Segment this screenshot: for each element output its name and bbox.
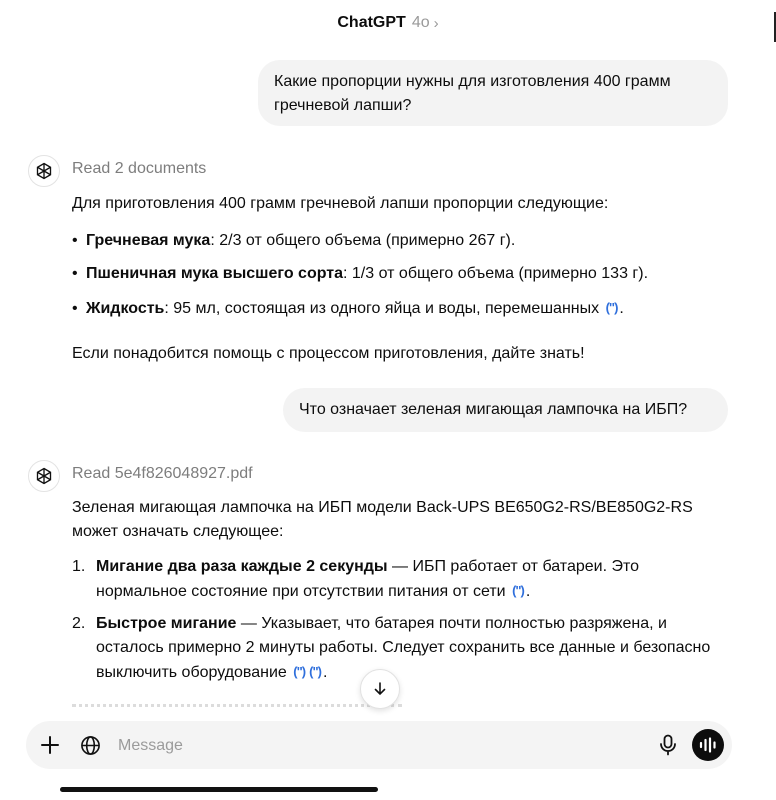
list-item-term: Гречневая мука: [86, 232, 211, 249]
openai-logo-icon: [28, 460, 60, 492]
voice-mode-icon: [699, 737, 717, 753]
app-title[interactable]: ChatGPT: [337, 14, 406, 31]
message-input[interactable]: [116, 732, 640, 760]
user-message-text: Что означает зеленая мигающая лампочка на ИБП?: [299, 401, 688, 418]
globe-icon[interactable]: [78, 733, 102, 757]
user-message: [283, 388, 728, 432]
model-name[interactable]: 4o: [411, 14, 430, 31]
user-message: [258, 60, 728, 126]
assistant-closing: Если понадобится помощь с процессом приготовления, дайте знать!: [72, 345, 585, 362]
citation-icon[interactable]: ("): [605, 300, 618, 315]
list-item-text: : 1/3 от общего объема (примерно 133 г).: [343, 265, 649, 282]
list-item-text: : 2/3 от общего объема (примерно 267 г).: [210, 232, 516, 249]
arrow-down-icon: [372, 681, 388, 697]
user-message-text: Какие пропорции нужны для изготовления 400 грамм гречневой лапши?: [274, 73, 671, 114]
list-item-term: Жидкость: [86, 300, 165, 317]
home-indicator: [60, 787, 378, 792]
list-item: [72, 612, 722, 685]
list-item: • Жидкость: 95 мл, состоящая из одного яйца и воды, перемешанных (") .: [72, 296, 624, 321]
voice-mode-button[interactable]: [692, 729, 724, 761]
list-item-text: — ИБП работает от батареи. Это нормальное состояние при отсутствии питания от сети: [96, 558, 640, 600]
chat-header[interactable]: [0, 0, 776, 46]
sentence-end: .: [525, 583, 531, 600]
sentence-end: .: [322, 664, 328, 681]
list-item: • Гречневая мука: 2/3 от общего объема (примерно 267 г).: [72, 232, 516, 249]
list-item-text: — Указывает, что батарея почти полностью разряжена, и осталось примерно 2 минуты работы. Следует сохранить все данные и безопасно выключить оборудование: [96, 615, 711, 681]
list-item-number: 2.: [72, 615, 86, 632]
list-item-term: Мигание два раза каждые 2 секунды: [96, 558, 388, 575]
sentence-end: .: [619, 300, 624, 317]
source-label[interactable]: Read 5e4f826048927.pdf: [72, 465, 253, 482]
citation-icon[interactable]: ("): [512, 583, 524, 598]
citation-icon[interactable]: ("): [293, 664, 306, 679]
plus-icon[interactable]: [38, 733, 62, 757]
list-item-term: Пшеничная мука высшего сорта: [86, 265, 344, 282]
source-label[interactable]: Read 2 documents: [72, 160, 207, 177]
list-item-number: 1.: [72, 558, 86, 575]
assistant-intro: Для приготовления 400 грамм гречневой лапши пропорции следующие:: [72, 195, 609, 212]
list-item: • Пшеничная мука высшего сорта: 1/3 от общего объема (примерно 133 г).: [72, 265, 649, 282]
assistant-intro: Зеленая мигающая лампочка на ИБП модели Back-UPS BE650G2-RS/BE850G2-RS может означать следующее:: [72, 499, 693, 540]
list-item-term: Быстрое мигание: [96, 615, 237, 632]
faded-text: [72, 700, 402, 718]
message-composer: [26, 721, 732, 769]
scroll-down-button[interactable]: [360, 669, 400, 709]
list-item: [72, 555, 722, 604]
microphone-icon[interactable]: [656, 733, 680, 757]
openai-logo-icon: [28, 155, 60, 187]
chevron-right-icon: ›: [433, 14, 439, 32]
citation-icon[interactable]: ("): [309, 664, 321, 679]
list-item-text: : 95 мл, состоящая из одного яйца и воды, перемешанных: [164, 300, 600, 317]
